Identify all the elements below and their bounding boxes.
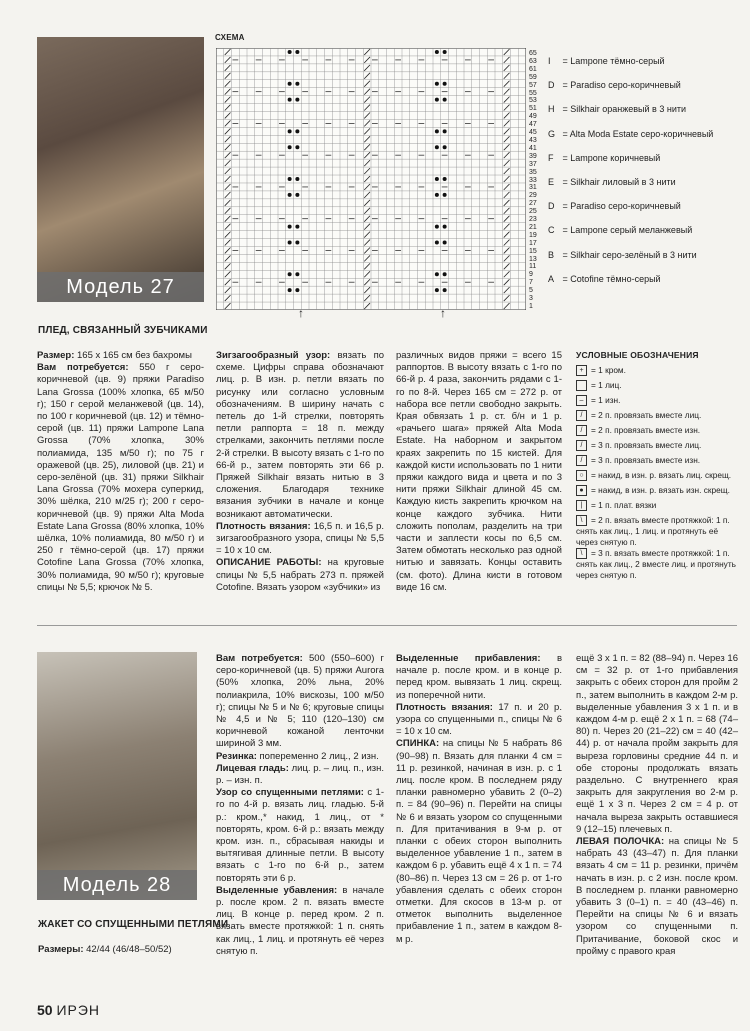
legend-text: = Paradiso серо-коричневый [560,201,681,212]
symbol-item [576,455,741,466]
row-number: 33 [529,176,537,184]
row-number: 31 [529,184,537,192]
row-number: 65 [529,50,537,57]
bottom-column-4 [576,653,738,958]
bottom-col3-paragraph: Выделенные прибавления: в начале р. после кром. и в конце р. перед кром. вывязать 1 лиц. скрещ. из поперечной нити. [396,653,562,701]
chart-dot [443,129,447,133]
legend-item [548,250,697,260]
chart-dot [443,272,447,276]
chart-dot [435,145,439,149]
chart-dot [288,272,292,276]
chart-dot [435,50,439,54]
chart-dot [295,177,299,181]
row-number: 3 [529,295,533,303]
chart-dot [295,50,299,54]
page-number: 50 [37,1002,53,1018]
top-col1-paragraph: Размер: 165 х 165 см без бахромы [37,350,192,361]
symbol-text: = 2 п. провязать вместе лиц. [591,410,702,420]
chart-dot [435,288,439,292]
arrow-left-icon: ↑ [298,306,304,320]
symbol-text: = 2 п. провязать вместе изн. [591,425,701,435]
symbol-text: = 3 п. вязать вместе протяжкой: 1 п. снять как лиц., 2 вместе лиц. и протянуть через снятую п. [576,548,736,581]
chart-dot [443,241,447,245]
legend-item [548,177,676,187]
symbol-text: = 1 лиц. [591,380,622,390]
chart-dot [443,193,447,197]
symbol-icon: + [576,365,587,376]
bottom-col3-paragraph: Плотность вязания: 17 п. и 20 р. узора со спущенными п., спицы № 6 = 10 х 10 см. [396,701,562,738]
row-number: 19 [529,231,537,239]
legend-item [548,274,661,284]
knitting-chart [216,48,526,310]
legend-item [548,104,686,114]
row-number: 39 [529,152,537,160]
chart-dot [288,145,292,149]
row-number: 59 [529,73,537,81]
chart-dot [288,241,292,245]
legend-item [548,80,681,90]
symbol-icon [576,380,587,391]
legend-letter: D [548,80,555,91]
symbol-text: = 2 п. вязать вместе протяжкой: 1 п. снять как лиц., 1 лиц. и протянуть её через снятую п. [576,515,730,548]
legend-item [548,225,692,235]
yarn-legend [548,56,738,306]
top-column-3 [396,350,562,594]
row-number: 17 [529,239,537,247]
magazine-name: ИРЭН [56,1002,101,1018]
legend-text: = Silkhair серо-зелёный в 3 нити [560,249,697,260]
arrow-right-icon: ↑ [440,306,446,320]
symbol-text: = 1 п. плат. вязки [591,500,657,510]
row-numbers [529,50,545,311]
chart-dot [295,98,299,102]
bottom-col4-paragraph: ещё 3 х 1 п. = 82 (88–94) п. Через 16 см = 32 р. от 1-го прибавления закрыть с обеих сторон для пройм 2 п., затем выполнить в каждом 2-м р. выделенные убавления 3 х 1 п. и в каждом 4-м р. ещё 2 х 1 п. = 68 (74–80) п. Через 20 (21–22) см = 40 (42–44) р. от начала пройм закрыть для выреза горловины средние 44 п. и обе стороны продолжать вязать раздельно. С внутреннего края закрыть для закругления во 2-м р. ещё 1 х 3 п. Через 2 см = 4 р. от начала выреза закрыть оставшиеся 9 (12–15) плечевых п. [576,653,738,835]
legend-letter: B [548,249,555,260]
chart-dot [295,129,299,133]
row-number: 13 [529,255,537,263]
bottom-col4-paragraph: ЛЕВАЯ ПОЛОЧКА: на спицы № 5 набрать 43 (43–47) п. Для планки вязать 4 см = 11 р. резинки, причём начать в изн. р. с 2 изн. после кром. В последнем р. планки равномерно убавить 3 (0–1) п. = 40 (43–46) п. Перейти на спицы № 6 и вязать узором со спущенными п. Притачивание, боковой скос и пройму с правого края [576,836,738,957]
chart-dot [443,288,447,292]
top-column-1 [37,350,204,594]
symbol-icon: / [576,425,587,436]
row-number: 35 [529,168,537,176]
model-27-title: ПЛЕД, СВЯЗАННЫЙ ЗУБЧИКАМИ [38,325,208,336]
chart-dot [295,145,299,149]
top-col2-paragraph: ОПИСАНИЕ РАБОТЫ: на круговые спицы № 5,5 набрать 273 п. пряжей Cotofine. Вязать узором «зубчики» из [216,557,384,593]
symbol-icon: – [576,395,587,406]
legend-text: = Cotofine тёмно-серый [560,273,661,284]
legend-text: = Silkhair лиловый в 3 нити [560,177,676,187]
symbol-item [576,548,741,581]
row-number: 43 [529,136,537,144]
legend-text: = Lampone коричневый [560,152,661,163]
chart-dot [288,225,292,229]
chart-dot [295,241,299,245]
chart-dot [435,272,439,276]
scheme-label: СХЕМА [215,33,245,42]
legend-letter: E [548,177,555,187]
model-27-photo [37,37,204,302]
legend-text: = Lampone тёмно-серый [560,56,665,66]
legend-text: = Alta Moda Estate серо-коричневый [560,128,714,139]
symbol-item [576,395,741,406]
row-number: 21 [529,223,537,231]
row-number: 41 [529,144,537,152]
chart-dot [288,177,292,181]
chart-dot [443,145,447,149]
symbol-item [576,380,741,391]
chart-dot [435,129,439,133]
symbol-text: = накид, в изн. р. вязать лиц. скрещ. [591,470,732,480]
bottom-col2-paragraph: Резинка: попеременно 2 лиц., 2 изн. [216,750,379,762]
legend-text: = Silkhair оранжевый в 3 нити [560,104,686,115]
symbol-item [576,410,741,421]
legend-item [548,129,713,139]
symbol-icon: \ [576,548,587,559]
symbol-item [576,365,741,376]
symbols-legend [576,365,741,580]
top-col3-paragraph: различных видов пряжи = всего 15 раппортов. В высоту вязать с 1-го по 66-й р. 4 раза, закончить рядами с 1-го по 8-й. Через 165 см = 272 р. от набора все петли свободно закрыть. Края обвязать 1 р. ст. б/н и 1 р. «рачьего шага» пряжей Alta Moda Estate. На наборном и закрытом краях закрепить по 15 кистей. Для каждой кисти использовать по 1 нити пряжи каждого вида и цвета и по 3 нити пряжи Silkhair длиной 45 см. Каждую кисть закрепить крючком на конце каждого зубчика. Нити сложить пополам, разделить на три части и заплести косы по 6,5 см. Затем обмотать несколько раз одной нитью и завязать. Концы оставить (см. фото). Длина кисти в готовом виде 16 см. [396,350,562,593]
chart-dot [435,82,439,86]
chart-dot [295,272,299,276]
symbol-item [576,440,741,451]
bottom-col3-paragraph: СПИНКА: на спицы № 5 набрать 86 (90–98) п. Вязать для планки 4 см = 11 р. резинкой, начиная в изн. р. с 1 лиц. после кром. В последнем ряду планки равномерно убавить 2 (0–2) п. = 84 (90–96) п. Перейти на спицы № 6 и вязать узором со спущенными п. Для притачивания в 9-м р. от планки с обеих сторон выполнить выделенное убавление 1 п., затем в каждом 6 р. убавить ещё 4 х 1 п. = 74 (80–86) п. Через 13 см = 26 р. от 1-го убавления сделать с обеих сторон отметки. Для скосов в 13-м р. от отметок выполнить выделенное прибавление 1 п., затем в каждом 8-м р. [396,738,562,945]
symbol-icon: / [576,455,587,466]
section-divider [37,625,737,626]
bottom-column-2 [216,653,384,958]
row-number: 15 [529,247,537,255]
chart-dot [443,98,447,102]
symbol-icon: / [576,410,587,421]
model-28-title: ЖАКЕТ СО СПУЩЕННЫМИ ПЕТЛЯМИ [38,919,229,930]
chart-dot [295,288,299,292]
page-footer [37,1002,100,1018]
symbol-icon: ● [576,485,587,496]
symbol-icon: \ [576,515,587,526]
row-number: 49 [529,113,537,121]
chart-dot [435,193,439,197]
bottom-col2-paragraph: Выделенные убавления: в начале р. после кром. 2 п. вязать вместе лиц. В конце р. перед кром. 2 п. вязать вместе протяжкой: 1 п. снять как лиц., 1 лиц. и протянуть её через снятую п. [216,884,384,957]
model-28-sizes: Размеры: 42/44 (46/48–50/52) [38,944,172,955]
symbol-text: = 3 п. провязать вместе изн. [591,455,701,465]
top-col1-paragraph: Вам потребуется: 550 г серо-коричневой (цв. 9) пряжи Paradiso Lana Grossa (100% хлопка, 65 м/50 г); 150 г серой меланжевой (цв. 14), по 100 г коричневой (цв. 12) и тёмно- серой (цв. 11) пряжи Lampone Lana Grossa (70% хлопка, 30% полиамида, 135 м/50 г); по 75 г оражевой (цв. 25), лиловой (цв. 21) и серо-зелёной (цв. 31) пряжи Silkhair Lana Grossa (70% мохера суперкид, 30% шёлка, 210 м/25 г); 200 г серо-коричневой (цв. 9) пряжи Alta Moda Estate Lana Grossa (80% хлопка, 10% шёлка, 10% полиамида, 80 м/50 г) и 250 г тёмно-серой (цв. 17) пряжи Cotofine Lana Grossa (70% хлопка, 30% полиамида, 90 м/50 г); круговые спицы № 5,5; крючок № 5. [37,362,204,593]
chart-dot [295,193,299,197]
top-column-2 [216,350,384,594]
top-col2-paragraph: Зигзагообразный узор: вязать по схеме. Цифры справа обозначают лиц. р. В изн. р. петли вязать по рисунку или согласно условным обозначениям. В ширину начать с петель до 1-й стрелки, повторять петли раппорта = 18 п. между стрелками, закончить петлями после 2-й стрелки. В высоту вязать с 1-го по 66-й р., затем повторять эти 66 р. Пряжей Silkhair вязать нитью в 3 сложения. Благодаря технике вязания зубчики в начале и конце возникают автоматически. [216,350,384,520]
symbol-item [576,500,741,511]
symbol-text: = 3 п. провязать вместе лиц. [591,440,702,450]
legend-letter: G [548,128,556,139]
chart-dot [443,82,447,86]
chart-dot [288,82,292,86]
legend-item [548,56,665,66]
symbol-icon: / [576,440,587,451]
chart-dot [288,193,292,197]
legend-letter: H [548,104,555,115]
symbol-text: = 1 кром. [591,365,626,375]
symbols-title: УСЛОВНЫЕ ОБОЗНАЧЕНИЯ [576,350,699,360]
row-number: 27 [529,200,537,208]
top-col2-paragraph: Плотность вязания: 16,5 п. и 16,5 р. зигзагообразного узора, спицы № 5,5 = 10 х 10 см. [216,520,384,557]
legend-text: = Lampone серый меланжевый [560,225,693,236]
chart-dot [435,241,439,245]
row-number: 53 [529,97,537,105]
symbol-text: = 1 изн. [591,395,621,405]
legend-letter: D [548,201,555,212]
row-number: 47 [529,121,537,129]
symbol-icon: | [576,500,587,511]
chart-dot [443,225,447,229]
row-number: 9 [529,271,533,279]
chart-dot [443,50,447,54]
symbol-text: = накид, в изн. р. вязать изн. скрещ. [591,485,730,495]
row-number: 63 [529,57,537,65]
model-27-caption: Модель 27 [37,272,204,302]
row-number: 61 [529,65,537,73]
chart-dot [443,177,447,181]
chart-dot [288,288,292,292]
symbol-icon: ○ [576,470,587,481]
row-number: 45 [529,129,537,137]
bottom-column-3 [396,653,562,946]
chart-dot [435,177,439,181]
row-number: 5 [529,287,533,295]
symbol-item [576,515,741,548]
bottom-col2-paragraph: Вам потребуется: 500 (550–600) г серо-коричневой (цв. 5) пряжи Aurora (50% хлопка, 20% льна, 20% полиакрила, 10% вискозы, 100 м/50 г); спицы № 5 и № 6; круговые спицы № 4,5 и № 5; 110 (120–130) см коричневой кожаной ленточки шириной 3 мм. [216,653,384,750]
chart-dot [295,225,299,229]
symbol-item [576,485,741,496]
row-number: 7 [529,279,533,287]
row-number: 37 [529,160,537,168]
legend-text: = Paradiso серо-коричневый [560,80,681,91]
row-number: 25 [529,208,537,216]
legend-letter: A [548,273,555,284]
bottom-col2-paragraph: Лицевая гладь: лиц. р. – лиц. п., изн. р. – изн. п. [216,762,384,787]
legend-letter: I [548,56,551,66]
legend-item [548,201,681,211]
row-number: 57 [529,81,537,89]
chart-dot [288,98,292,102]
legend-letter: C [548,225,555,236]
legend-letter: F [548,152,554,163]
row-number: 51 [529,105,537,113]
symbol-item [576,425,741,436]
chart-dot [295,82,299,86]
row-number: 55 [529,89,537,97]
row-number: 1 [529,303,533,310]
symbol-item [576,470,741,481]
chart-dot [435,98,439,102]
chart-dot [288,129,292,133]
model-28-photo [37,652,197,900]
row-number: 23 [529,216,537,224]
bottom-col2-paragraph: Узор со спущенными петлями: с 1-го по 4-й р. вязать лиц. гладью. 5-й р.: кром.,* накид, 1 лиц., от * повторять, кром. 6-й р.: вязать между кром. изн. п., сбрасывая накиды и вытягивая длинные петли. В высоту вязать с 1-го по 6-й р., затем повторять эти 6 р. [216,787,384,884]
chart-dot [435,225,439,229]
row-number: 11 [529,263,537,271]
row-number: 29 [529,192,537,200]
legend-item [548,153,660,163]
model-28-caption: Модель 28 [37,870,197,900]
chart-dot [288,50,292,54]
